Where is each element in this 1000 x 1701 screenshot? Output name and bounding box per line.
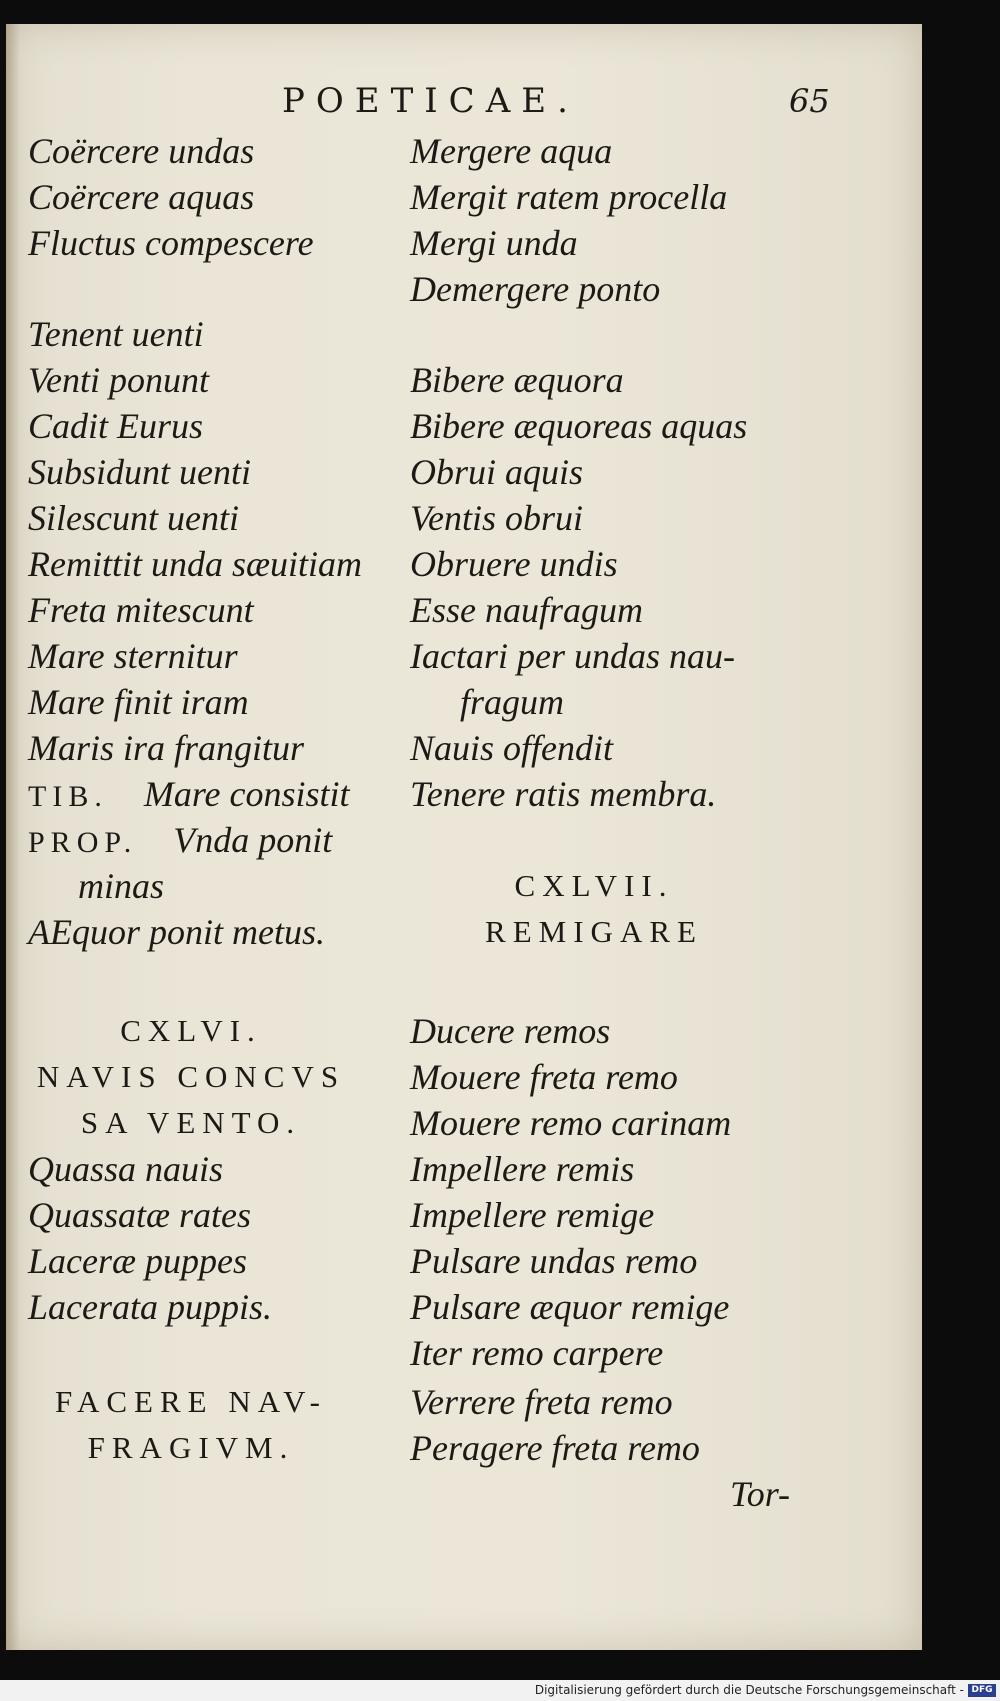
line-text: Coërcere undas <box>28 131 255 171</box>
phrase-line <box>28 1284 272 1330</box>
phrase-line <box>28 495 239 541</box>
line-text: Nauis offendit <box>410 728 614 768</box>
section-heading <box>485 909 703 955</box>
line-text: Obrui aquis <box>410 452 584 492</box>
phrase-line <box>28 449 251 495</box>
line-text: fragum <box>460 682 565 722</box>
line-text: Obruere undis <box>410 544 618 584</box>
phrase-line <box>28 771 349 820</box>
line-text: CXLVII. <box>514 868 674 903</box>
phrase-line <box>410 128 612 174</box>
footer-credit: Digitalisierung gefördert durch die Deutsche Forschungsgemeinschaft - <box>534 1683 964 1697</box>
line-text: Mergit ratem procella <box>410 177 728 217</box>
phrase-line <box>410 220 578 266</box>
phrase-line <box>28 403 203 449</box>
line-text: Iter remo carpere <box>410 1333 664 1373</box>
line-text: Pulsare undas remo <box>410 1241 698 1281</box>
phrase-line <box>410 1238 697 1284</box>
phrase-line <box>410 541 618 587</box>
line-text: Bibere æquoreas aquas <box>410 406 748 446</box>
line-text: Cadit Eurus <box>28 406 204 446</box>
line-text: Venti ponunt <box>28 360 209 400</box>
phrase-line <box>28 174 254 220</box>
line-text: FACERE NAV- <box>55 1384 327 1419</box>
line-text: minas <box>78 866 165 906</box>
phrase-line <box>410 1054 678 1100</box>
phrase-line <box>28 1146 223 1192</box>
page-number: 65 <box>789 82 830 120</box>
line-text: Bibere æquora <box>410 360 624 400</box>
phrase-line <box>410 1284 729 1330</box>
section-heading <box>81 1100 301 1146</box>
line-text: Silescunt uenti <box>28 498 239 538</box>
line-text: Quassa nauis <box>28 1149 224 1189</box>
phrase-line <box>410 1100 731 1146</box>
line-text: Mouere freta remo <box>410 1057 678 1097</box>
line-text: Demergere ponto <box>410 269 661 309</box>
author-abbreviation: TIB. <box>28 780 108 813</box>
phrase-line <box>410 725 613 771</box>
line-text: SA VENTO. <box>80 1105 302 1140</box>
phrase-line <box>460 679 564 725</box>
running-head: POETICAE. <box>282 81 579 121</box>
line-text: Peragere freta remo <box>410 1428 700 1468</box>
phrase-line <box>28 817 332 866</box>
section-heading <box>55 1379 327 1425</box>
phrase-line <box>28 357 209 403</box>
phrase-line <box>28 633 238 679</box>
phrase-line <box>410 449 583 495</box>
line-text: Freta mitescunt <box>28 590 254 630</box>
line-text: Mouere remo carinam <box>410 1103 732 1143</box>
line-text: Mare consistit <box>143 774 350 814</box>
phrase-line <box>410 633 735 679</box>
phrase-line <box>28 587 254 633</box>
line-text: Vnda ponit <box>173 820 333 860</box>
line-text: Mare sternitur <box>28 636 238 676</box>
dfg-logo: DFG <box>968 1684 996 1697</box>
catchword: Tor- <box>730 1474 790 1514</box>
phrase-line <box>410 1330 663 1376</box>
phrase-line <box>28 679 249 725</box>
phrase-line <box>410 266 660 312</box>
line-text: Pulsare æquor remige <box>410 1287 730 1327</box>
phrase-line <box>410 771 716 817</box>
section-heading <box>120 1008 262 1054</box>
page-gutter <box>6 24 20 1650</box>
phrase-line <box>28 541 362 587</box>
line-text: Maris ira frangitur <box>28 728 305 768</box>
line-text: Mergi unda <box>410 223 578 263</box>
phrase-line <box>78 863 164 909</box>
phrase-line <box>28 725 304 771</box>
phrase-line <box>410 1379 673 1425</box>
phrase-line <box>410 1425 700 1471</box>
phrase-line <box>410 495 583 541</box>
phrase-line <box>28 220 314 266</box>
line-text: Impellere remige <box>410 1195 655 1235</box>
digitization-footer <box>0 1680 1000 1701</box>
line-text: Esse naufragum <box>410 590 643 630</box>
phrase-line <box>410 1008 610 1054</box>
line-text: Remittit unda sæuitiam <box>28 544 363 584</box>
phrase-line <box>410 357 624 403</box>
phrase-line <box>28 1192 251 1238</box>
line-text: Iactari per undas nau- <box>410 636 735 676</box>
line-text: FRAGIVM. <box>87 1430 295 1465</box>
section-heading <box>37 1054 345 1100</box>
line-text: Ducere remos <box>410 1011 611 1051</box>
phrase-line <box>28 128 254 174</box>
section-heading <box>515 863 674 909</box>
author-abbreviation: PROP. <box>28 826 138 859</box>
line-text: AEquor ponit metus. <box>28 912 325 952</box>
line-text: Coërcere aquas <box>28 177 255 217</box>
line-text: Mergere aqua <box>410 131 613 171</box>
phrase-line <box>28 909 325 955</box>
line-text: Fluctus compescere <box>28 223 314 263</box>
phrase-line <box>28 311 204 357</box>
line-text: Lacerata puppis. <box>28 1287 273 1327</box>
line-text: Verrere freta remo <box>410 1382 673 1422</box>
line-text: Ventis obrui <box>410 498 584 538</box>
phrase-line <box>410 174 727 220</box>
phrase-line <box>28 1238 247 1284</box>
line-text: Impellere remis <box>410 1149 635 1189</box>
line-text: Tenent uenti <box>28 314 204 354</box>
line-text: Tenere ratis membra. <box>410 774 717 814</box>
line-text: Mare finit iram <box>28 682 249 722</box>
book-page <box>6 24 922 1650</box>
section-heading <box>88 1425 295 1471</box>
phrase-line <box>410 1192 654 1238</box>
line-text: Subsidunt uenti <box>28 452 251 492</box>
phrase-line <box>410 1146 634 1192</box>
line-text: Quassatæ rates <box>28 1195 252 1235</box>
phrase-line <box>410 403 747 449</box>
line-text: REMIGARE <box>485 914 703 949</box>
line-text: CXLVI. <box>120 1013 262 1048</box>
line-text: Laceræ puppes <box>28 1241 247 1281</box>
phrase-line <box>410 587 643 633</box>
line-text: NAVIS CONCVS <box>36 1059 346 1094</box>
